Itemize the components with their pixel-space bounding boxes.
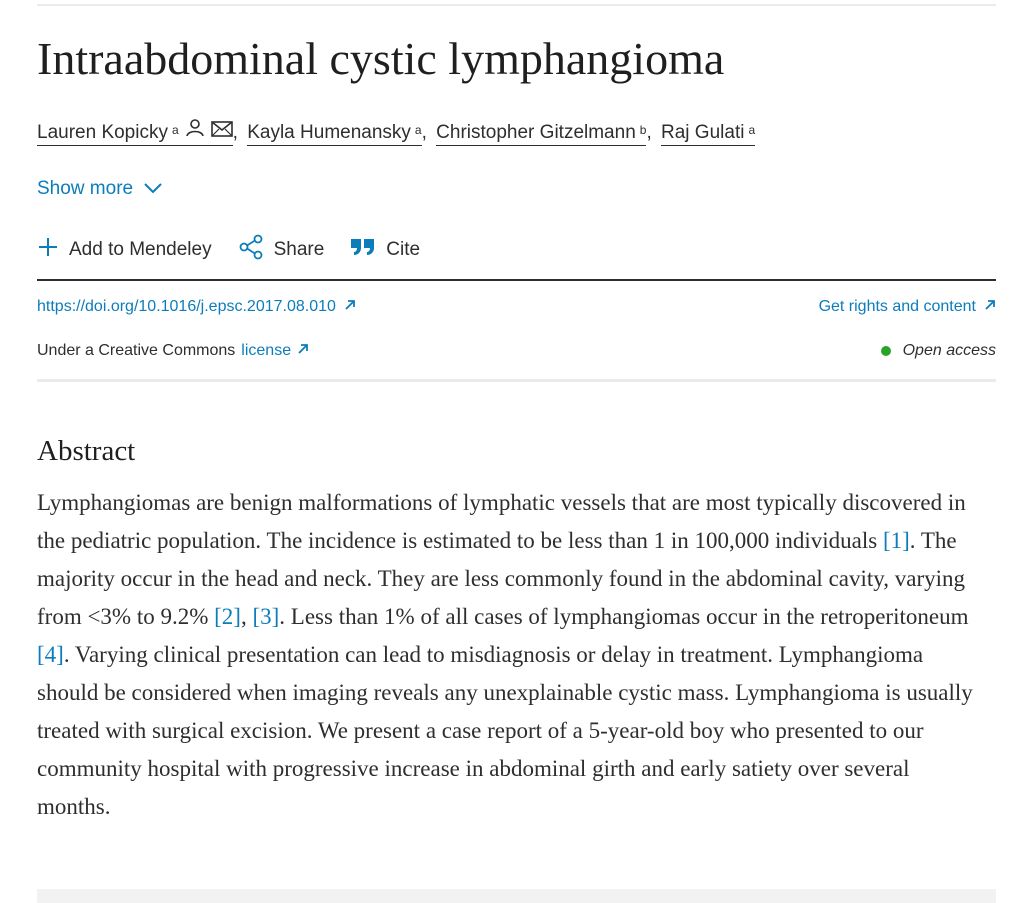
envelope-icon bbox=[211, 118, 233, 148]
reference-link[interactable]: [3] bbox=[252, 604, 280, 629]
quote-icon bbox=[350, 237, 376, 263]
show-more-button[interactable] bbox=[37, 178, 163, 200]
doi-text: https://doi.org/10.1016/j.epsc.2017.08.010 bbox=[37, 298, 336, 315]
share-icon bbox=[238, 234, 264, 266]
share-button[interactable] bbox=[238, 234, 325, 266]
external-link-icon bbox=[344, 298, 356, 316]
reference-link[interactable]: [2] bbox=[214, 604, 241, 629]
open-access-dot-icon bbox=[881, 346, 891, 356]
license-prefix: Under a Creative Commons bbox=[37, 342, 236, 359]
author-list: Lauren Kopicky $^a$ , Kayla Humenansky $^a$, Christopher Gitzelmann $^b$, Raj Gulati $^a$ bbox=[37, 118, 755, 148]
rights-text: Get rights and content bbox=[818, 298, 976, 315]
chevron-down-icon bbox=[143, 178, 163, 200]
abstract-heading: Abstract bbox=[37, 435, 136, 467]
plus-icon bbox=[37, 236, 59, 264]
license-info bbox=[37, 342, 309, 360]
abstract-segment: . Less than 1% of all cases of lymphangiomas occur in the retroperitoneum bbox=[279, 604, 969, 629]
author-name: Kayla Humenansky bbox=[247, 122, 411, 144]
author-link[interactable] bbox=[37, 122, 233, 146]
license-link[interactable] bbox=[241, 342, 291, 360]
doi-link[interactable] bbox=[37, 298, 356, 316]
top-divider bbox=[37, 4, 996, 6]
person-icon bbox=[185, 118, 205, 148]
show-more-label: Show more bbox=[37, 178, 134, 199]
rights-link[interactable] bbox=[819, 298, 996, 316]
external-link-icon bbox=[297, 342, 309, 360]
add-to-mendeley-button[interactable] bbox=[37, 236, 212, 264]
open-access-badge bbox=[881, 342, 996, 360]
share-label: Share bbox=[273, 239, 325, 260]
author-name: Lauren Kopicky bbox=[37, 122, 168, 144]
abstract-text bbox=[37, 484, 987, 826]
section-divider bbox=[37, 379, 996, 382]
bottom-panel bbox=[37, 889, 996, 903]
affiliation-sup: a bbox=[414, 123, 422, 137]
reference-link[interactable]: [4] bbox=[37, 642, 64, 667]
article-actions bbox=[37, 234, 446, 266]
cite-button[interactable] bbox=[350, 237, 420, 263]
abstract-segment: . The majority occur in the head and neck. They are less commonly found in the abdominal cavity, varying from <3% to 9.2% bbox=[37, 528, 966, 629]
external-link-icon bbox=[984, 298, 996, 316]
open-access-label: Open access bbox=[902, 342, 996, 359]
abstract-segment: . Varying clinical presentation can lead to misdiagnosis or delay in treatment. Lymphangioma should be considered when imaging reveals any unexplainable cystic mass. Lymphangioma is usually treated with surgical excision. We present a case report of a 5-year-old boy who presented to our community hospital with progressive increase in abdominal girth and early satiety over several months. bbox=[37, 642, 973, 819]
author-link[interactable] bbox=[247, 122, 421, 146]
actions-divider bbox=[37, 279, 996, 281]
author-name: Christopher Gitzelmann bbox=[436, 122, 636, 144]
author-link[interactable] bbox=[436, 122, 646, 146]
article-title: Intraabdominal cystic lymphangioma bbox=[37, 33, 725, 84]
affiliation-sup: a bbox=[748, 123, 756, 137]
mendeley-label: Add to Mendeley bbox=[69, 239, 212, 260]
reference-link[interactable]: [1] bbox=[882, 528, 910, 553]
affiliation-sup: b bbox=[639, 123, 647, 137]
cite-label: Cite bbox=[386, 239, 421, 260]
abstract-segment: Lymphangiomas are benign malformations of lymphatic vessels that are most typically discovered in the pediatric population. The incidence is estimated to be less than 1 in 100,000 individuals bbox=[37, 490, 966, 553]
affiliation-sup: a bbox=[171, 123, 179, 137]
author-name: Raj Gulati bbox=[661, 122, 745, 144]
author-link[interactable] bbox=[661, 122, 755, 146]
abstract-segment: , bbox=[240, 604, 253, 629]
license-link-text: license bbox=[241, 342, 292, 359]
